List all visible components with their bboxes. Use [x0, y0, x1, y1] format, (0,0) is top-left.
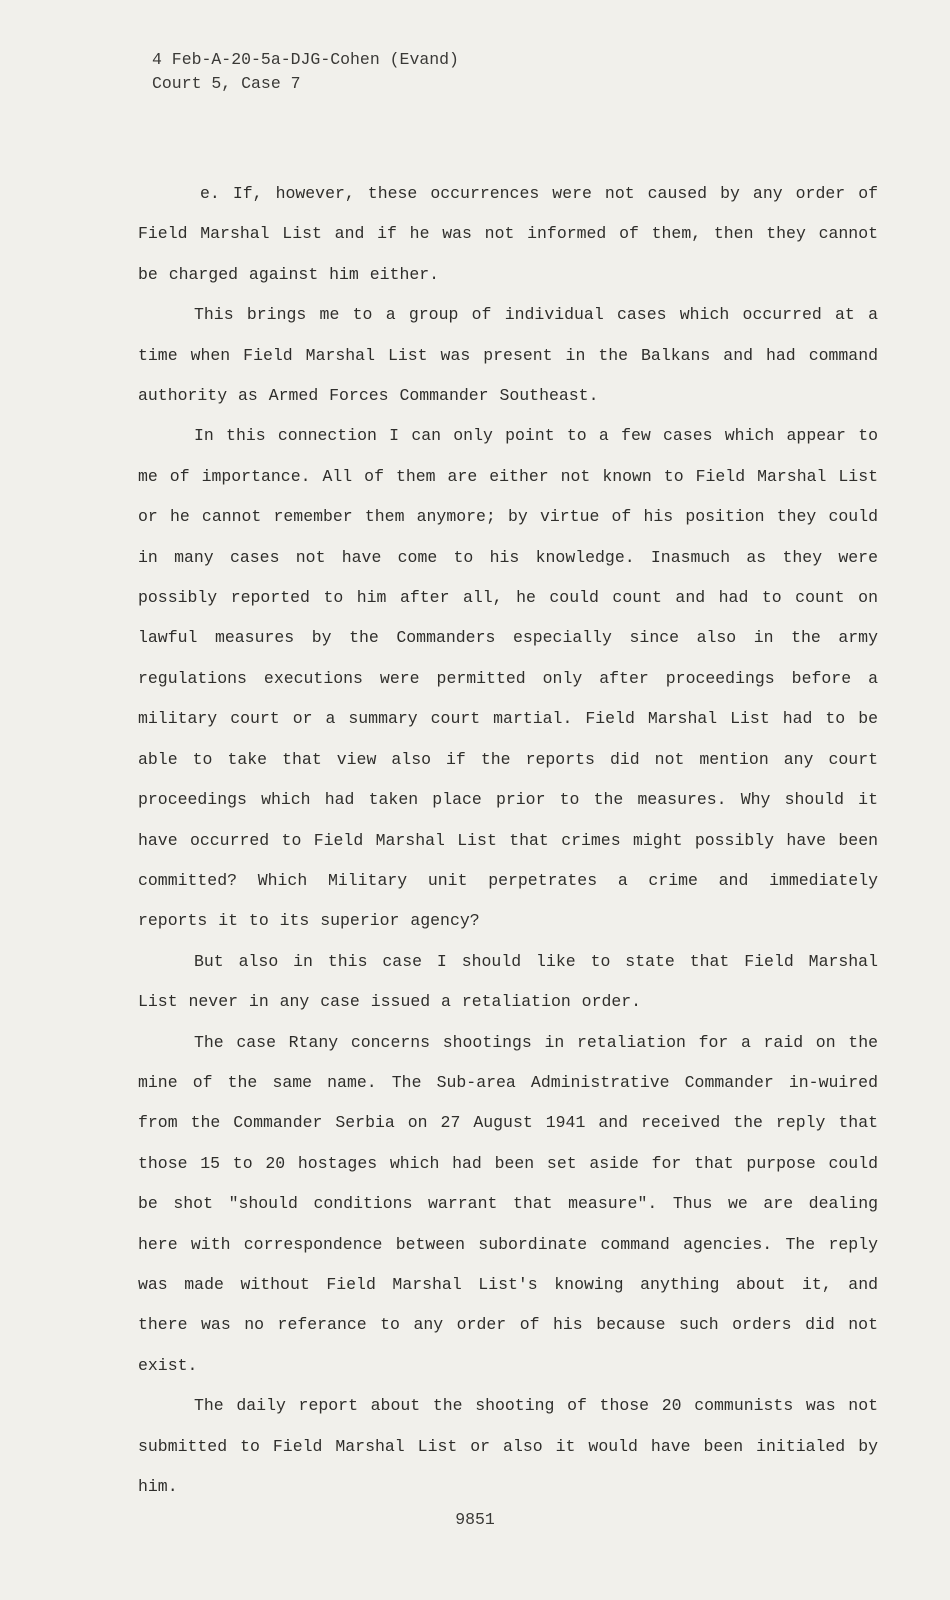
paragraph-5: The case Rtany concerns shootings in retaliation for a raid on the mine of the same name. The Sub-area Administrative Commander in-wuired from the Commander Serbia on 27 August 1941 and received the reply that those 15 to 20 hostages which had been set aside for that purpose could be shot "should conditions warrant that measure". Thus we are dealing here with correspondence between subordinate command agencies. The reply was made without Field Marshal List's knowing anything about it, and there was no referance to any order of his because such orders did not exist. — [138, 1032, 878, 1375]
paragraph-3: In this connection I can only point to a few cases which appear to me of importance. All of them are either not known to Field Marshal List or he cannot remember them anymore; by virtue of his position they could in many cases not have come to his knowledge. Inasmuch as they were possibly reported to him after all, he could count and had to count on lawful measures by the Commanders especially since also in the army regulations executions were permitted only after proceedings before a military court or a summary court martial. Field Marshal List had to be able to take that view also if the reports did not mention any court proceedings which had taken place prior to the measures. Why should it have occurred to Field Marshal List that crimes might possibly have been committed? Which Military unit perpetrates a crime and immediately reports it to its superior agency? — [138, 426, 878, 931]
paragraph-1: e. If, however, these occurrences were not caused by any order of Field Marshal List and if he was not informed of them, then they cannot be charged against him either. — [138, 184, 878, 284]
document-header — [152, 48, 459, 96]
page-number: 9851 — [455, 1510, 495, 1529]
document-body — [138, 174, 878, 1507]
paragraph-4: But also in this case I should like to state that Field Marshal List never in any case issued a retaliation order. — [138, 951, 878, 1012]
paragraph-2: This brings me to a group of individual cases which occurred at a time when Field Marshal List was present in the Balkans and had command authority as Armed Forces Commander Southeast. — [138, 305, 878, 406]
header-reference-line: 4 Feb-A-20-5a-DJG-Cohen (Evand) — [152, 50, 459, 69]
header-court-line: Court 5, Case 7 — [152, 74, 301, 93]
paragraph-6: The daily report about the shooting of those 20 communists was not submitted to Field Marshal List or also it would have been initialed by him. — [138, 1396, 878, 1496]
